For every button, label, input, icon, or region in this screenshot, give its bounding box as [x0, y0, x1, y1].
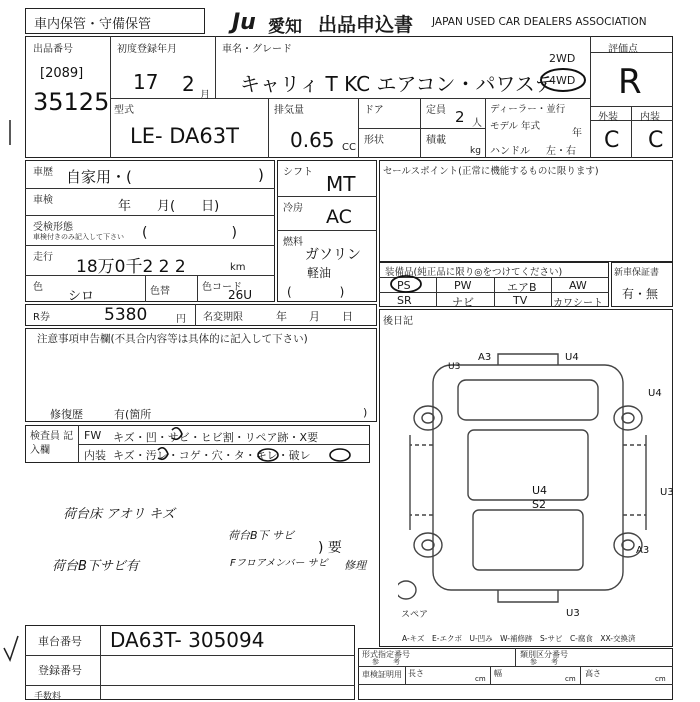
equip-navi: ナビ	[452, 296, 474, 309]
length-label: 長さ	[408, 669, 424, 678]
warranty-label: 新車保証書	[614, 268, 660, 278]
inspector-int-label: 内装	[84, 449, 106, 462]
diag-mark-9: U3	[448, 362, 461, 372]
drive-2wd: 2WD	[549, 52, 576, 65]
storage-label-box	[25, 8, 205, 34]
docs-label: 手数料	[34, 692, 62, 702]
fuel-value: ガソリン	[305, 247, 361, 263]
diag-mark-6: U3	[660, 487, 674, 498]
height-label: 高さ	[585, 669, 601, 678]
equip-seat: カワシート	[553, 298, 603, 309]
registration-year: 17	[133, 70, 159, 94]
mileage-unit: km	[230, 262, 246, 273]
margin-marks	[0, 100, 24, 700]
type-value: LE- DA63T	[130, 124, 239, 148]
registration-label: 初度登録年月	[117, 44, 177, 55]
length-unit: cm	[475, 675, 486, 683]
org-name: 愛知	[268, 17, 302, 37]
model-name-value: キャリィ T KC エアコン・パワステ	[240, 72, 555, 96]
registration-month-unit: 月	[200, 90, 210, 101]
equip-aw: AW	[569, 279, 587, 292]
comment-line-3: 荷台B下サビ有	[52, 559, 139, 574]
shift-label: シフト	[283, 167, 313, 178]
diag-mark-5: S2	[532, 498, 546, 511]
comment-line-2: 荷台B下 サビ	[228, 529, 295, 542]
fuel-label: 燃料	[283, 237, 303, 248]
model-year-label: モデル 年式	[490, 121, 541, 132]
diag-mark-3: U4	[648, 388, 662, 399]
color-code-label: 色コード	[202, 282, 242, 293]
fuel-diesel: 軽油	[307, 266, 332, 280]
mileage-value: 18万0千2 2 2	[76, 257, 186, 277]
color-label: 色	[33, 282, 43, 293]
color-value: シロ	[68, 289, 95, 304]
history-label: 車歴	[33, 167, 53, 178]
catalyst-label: 受検形態	[33, 222, 73, 233]
form-ref: 参 考	[372, 658, 400, 666]
grade-int-label: 内装	[640, 112, 660, 123]
doc-title: 出品申込書	[318, 14, 414, 36]
diag-mark-4: U4	[532, 484, 548, 497]
equip-sr: SR	[397, 294, 412, 307]
drive-4wd-circle	[538, 66, 588, 94]
recycle-label: R券	[33, 312, 50, 323]
color-change-label: 色替	[150, 286, 170, 297]
inspector-fw-items: キズ・凹・サビ・ヒビ割・リペア跡・X要	[113, 431, 319, 444]
diag-mark-7: A3	[636, 545, 650, 556]
color-code-value: 26U	[228, 288, 253, 302]
year-unit: 年	[572, 128, 582, 139]
ju-logo: Ju	[232, 10, 256, 35]
name-change-value: 年 月 日	[276, 310, 353, 323]
name-change-label: 名変期限	[203, 312, 243, 323]
inspection-value: 年 月( 日)	[118, 199, 220, 214]
car-diagram	[398, 350, 658, 610]
notes-label: 注意事項申告欄(不具合内容等は具体的に記入して下さい)	[37, 333, 308, 345]
catalyst-note: 車検付きのみ記入して下さい	[33, 233, 124, 241]
grade-ext-label: 外装	[598, 112, 618, 123]
equipment-label: 装備品(純正品に限り◎をつけてください)	[385, 267, 563, 278]
history-close: )	[258, 166, 264, 184]
diag-mark-1: A3	[478, 352, 492, 363]
dealer-label: ディーラー・並行	[490, 104, 566, 115]
diag-mark-8: U3	[566, 608, 580, 619]
spare-label: スペア	[401, 610, 429, 620]
width-unit: cm	[565, 675, 576, 683]
height-unit: cm	[655, 675, 666, 683]
form-label: 形式指定番号	[362, 650, 410, 659]
damage-legend: A-キズ E-エクボ U-凹み W-補修跡 S-サビ C-腐食 XX-交換済	[402, 634, 636, 643]
comment-line-4: Fフロアメンバー サビ	[230, 558, 328, 569]
lot-number: 35125	[33, 88, 110, 116]
ac-value: AC	[326, 206, 352, 228]
load-unit: kg	[470, 146, 481, 156]
reg-number-label: 登録番号	[38, 664, 82, 677]
registration-month: 2	[182, 72, 195, 96]
class-ref: 参 考	[530, 658, 558, 666]
catalyst-value: ( )	[142, 225, 237, 241]
sales-point-label: セールスポイント(正常に機能するものに限ります)	[383, 166, 599, 177]
warranty-value: 有・無	[622, 287, 659, 301]
capacity-unit: 人	[472, 118, 482, 129]
doors-label: ドア	[364, 105, 384, 116]
shift-value: MT	[326, 172, 356, 196]
inspector-fw-label: FW	[84, 429, 102, 442]
class-label: 類別区分番号	[520, 650, 568, 659]
inspector-int-items: キズ・汚レ・コゲ・穴・タ・キレ・破レ	[113, 449, 311, 462]
displacement-label: 排気量	[274, 105, 304, 116]
equip-pw: PW	[454, 279, 472, 292]
inspection-label: 車検	[33, 195, 53, 206]
grade-value: R	[618, 62, 642, 102]
equip-tv: TV	[513, 294, 528, 307]
steering-label: ハンドル	[490, 146, 530, 157]
grade-int-value: C	[648, 128, 664, 153]
steering-options: 左・右	[546, 146, 576, 157]
inspector-marks	[140, 422, 370, 466]
org-english: JAPAN USED CAR DEALERS ASSOCIATION	[432, 16, 647, 28]
grade-label: 評価点	[608, 44, 638, 55]
width-label: 幅	[494, 669, 502, 678]
model-name-label: 車名・グレード	[222, 44, 292, 55]
comment-line-6: 修理	[344, 559, 366, 572]
equip-ps-circle	[388, 274, 424, 294]
grade-ext-value: C	[604, 128, 620, 153]
comment-line-1: 荷台床 アオリ キズ	[63, 507, 175, 522]
ac-label: 冷房	[283, 203, 303, 214]
load-label: 積載	[426, 135, 446, 146]
capacity-label: 定員	[426, 105, 446, 116]
cert-label: 車検証明用	[362, 670, 402, 679]
mileage-label: 走行	[33, 252, 53, 263]
displacement-value: 0.65	[290, 128, 335, 152]
comment-line-5: ) 要	[318, 540, 342, 556]
lot-label: 出品番号	[33, 44, 73, 55]
lot-sub: [2089]	[40, 66, 84, 81]
repair-close: )	[363, 406, 368, 419]
recycle-value: 5380	[104, 305, 148, 325]
diag-mark-2: U4	[565, 352, 579, 363]
chassis-value: DA63T- 305094	[110, 628, 265, 652]
diagram-label: 後日記	[383, 316, 413, 327]
shape-label: 形状	[364, 135, 384, 146]
type-label: 型式	[114, 105, 134, 116]
history-value: 自家用・(	[66, 168, 132, 186]
equip-airbag: エアB	[507, 281, 537, 294]
repair-label: 修復歴	[50, 408, 83, 421]
fuel-paren: ( )	[287, 285, 345, 299]
repair-value: 有(箇所	[114, 408, 152, 421]
inspector-label: 検査員 記入欄	[30, 431, 74, 456]
displacement-unit: CC	[342, 142, 356, 153]
chassis-label: 車台番号	[38, 635, 82, 648]
capacity-value: 2	[455, 108, 465, 126]
drive-4wd: 4WD	[549, 74, 576, 87]
recycle-unit: 円	[176, 314, 186, 325]
equip-ps: PS	[397, 279, 411, 292]
storage-label: 車内保管・守備保管	[34, 17, 152, 32]
